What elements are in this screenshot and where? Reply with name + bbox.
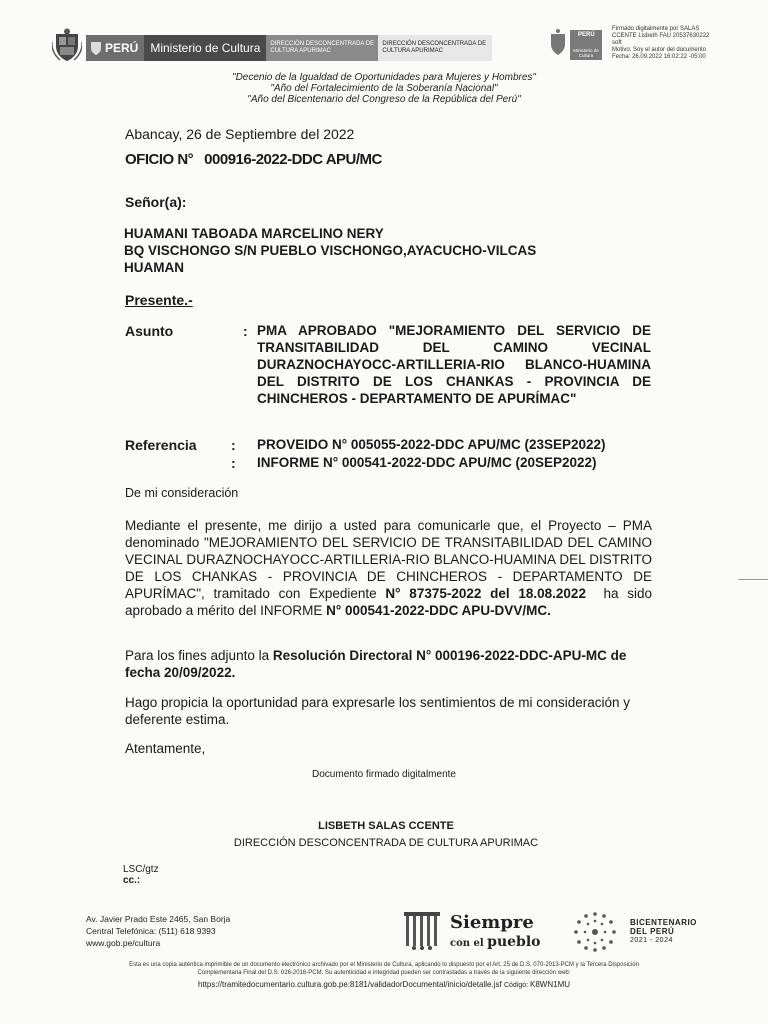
place-date: Abancay, 26 de Septiembre del 2022	[125, 126, 355, 142]
resolucion-number: Resolución Directoral N° 000196-2022-DDC-APU-MC de fecha 20/09/2022.	[125, 648, 627, 680]
referencia-item: INFORME N° 000541-2022-DDC APU/MC (20SEP2022)	[257, 455, 597, 470]
addressee-line: BQ VISCHONGO S/N PUEBLO VISCHONGO,AYACUCHO-VILCAS	[124, 243, 537, 258]
legal-notice	[40, 962, 728, 977]
presente: Presente.-	[125, 292, 193, 308]
consideracion: De mi consideración	[125, 486, 239, 500]
informe-number: N° 000541-2022-DDC APU-DVV/MC.	[326, 603, 551, 618]
expediente-number: N° 87375-2022 del 18.08.2022	[385, 586, 586, 601]
bic-line: DEL PERÚ	[630, 927, 675, 936]
asunto-text: PMA APROBADO "MEJORAMIENTO DEL SERVICIO DE TRANSITABILIDAD DEL CAMINO VECINAL DURAZNOCHAYOCC-ARTILLERIA-RIO BLANCO-HUAMINA DEL DISTRITO DE LOS CHANKAS - PROVINCIA DE CHINCHEROS - DEPARTAMENTO DE APURÍMAC"	[257, 323, 651, 406]
con-el-pueblo: con el pueblo	[450, 934, 541, 950]
para1-text: Mediante el presente, me dirijo a usted para comunicarle que, el Proyecto – PMA denominado "MEJORAMIENTO DEL SERVICIO DE TRANSITABILIDAD DEL CAMINO VECINAL DURAZNOCHAYOCC-ARTILLERIA-RIO BLANCO-HUAMINA DEL DISTRITO DE LOS CHANKAS - PROVINCIA DE CHINCHEROS - DEPARTAMENTO DE APURÍMAC", tramitado con Expediente	[125, 518, 652, 601]
validation-url-line	[0, 980, 768, 989]
referencia-label: Referencia	[125, 437, 197, 453]
motto-line: "Año del Fortalecimiento de la Soberanía Nacional"	[270, 83, 498, 94]
para2-text: Para los fines adjunto la	[125, 648, 273, 663]
sig-line: soft	[612, 40, 622, 46]
addressee-line: HUAMANI TABOADA MARCELINO NERY	[124, 226, 384, 241]
signed-digitally-note: Documento firmado digitalmente	[312, 769, 456, 780]
bic-years: 2021 - 2024	[630, 937, 673, 944]
motto-line: "Decenio de la Igualdad de Oportunidades para Mujeres y Hombres"	[232, 72, 536, 83]
body-paragraph-2	[125, 647, 652, 681]
peru-coat-of-arms-icon	[52, 28, 82, 62]
colon: :	[231, 437, 236, 453]
oficio-number: OFICIO N° 000916-2022-DDC APU/MC	[125, 151, 382, 168]
digital-signature-block	[612, 26, 722, 61]
scan-mark	[738, 579, 768, 580]
year-mottos	[0, 72, 768, 105]
footer-phone: Central Telefónica: (511) 618 9393	[86, 926, 216, 936]
asunto-label: Asunto	[125, 323, 174, 339]
bic-line: BICENTENARIO	[630, 918, 697, 927]
siempre-word: Siempre	[450, 912, 534, 933]
badge-directorate-1: DIRECCIÓN DESCONCENTRADA DE CULTURA APURIMAC	[266, 35, 378, 61]
validation-code: K8WN1MU	[530, 980, 571, 989]
addressee-block	[124, 225, 644, 276]
validation-url[interactable]: https://tramitedocumentario.cultura.gob.pe:8181/validadorDocumental/inicio/detalle.jsf	[197, 980, 502, 989]
legal-line: Complementaria Final del D.S. 026-2016-PCM. Su autenticidad e integridad pueden ser contrastadas a través de la siguiente dirección web:	[197, 969, 571, 976]
initials: LSC/gtz	[123, 864, 159, 875]
cc: cc.:	[123, 875, 141, 886]
sig-line: CCENTE Lisbeth FAU 20537630222	[612, 33, 710, 39]
footer-contact	[86, 913, 230, 949]
referencia-item: PROVEIDO N° 005055-2022-DDC APU/MC (23SEP2022)	[257, 437, 606, 452]
para1-text: ha sido aprobado a mérito del INFORME	[125, 586, 656, 618]
footer-address: Av. Javier Prado Este 2465, San Borja	[86, 914, 231, 924]
colon: :	[243, 323, 248, 339]
initials-block	[123, 864, 159, 886]
sig-line: Motivo: Soy el autor del documento	[612, 47, 707, 53]
badge-ministry: Ministerio de Cultura	[144, 35, 266, 61]
colon: :	[231, 455, 236, 471]
sig-logo-country: PERÚ	[578, 32, 595, 38]
siempre-con-el-pueblo-icon	[402, 910, 442, 952]
bicentenario-emblem-icon	[566, 910, 624, 954]
closing: Atentamente,	[125, 741, 206, 756]
salutation: Señor(a):	[125, 194, 187, 210]
addressee-line: HUAMAN	[124, 260, 184, 275]
body-paragraph-1	[125, 517, 656, 619]
sig-logo-ministry: Ministerio de Cultura	[573, 48, 599, 58]
motto-line: "Año del Bicentenario del Congreso de la República del Perú"	[247, 94, 521, 105]
badge-country: PERÚ	[86, 35, 144, 61]
sig-line: Firmado digitalmente por SALAS	[612, 26, 700, 32]
ministry-badge	[86, 35, 492, 61]
footer-web: www.gob.pe/cultura	[86, 938, 161, 948]
badge-directorate-2: DIRECCIÓN DESCONCENTRADA DE CULTURA APURIMAC	[378, 35, 492, 61]
siempre-con-el-pueblo	[450, 913, 540, 950]
shield-icon	[90, 41, 102, 55]
signer-role: DIRECCIÓN DESCONCENTRADA DE CULTURA APURIMAC	[233, 837, 539, 849]
bicentenario-text	[630, 918, 697, 945]
digital-signature-logo	[548, 28, 604, 62]
code-label: Código:	[503, 982, 531, 989]
signer-name: LISBETH SALAS CCENTE	[318, 820, 454, 832]
legal-line: Esta es una copia auténtica imprimible de un documento electrónico archivado por el Ministerio de Cultura, aplicando lo dispuesto por el Art. 25 de D.S. 070-2013-PCM y la Tercera Disposición	[129, 962, 639, 968]
body-paragraph-3: Hago propicia la oportunidad para expresarle los sentimientos de mi consideración y deferente estima.	[125, 695, 631, 727]
sig-line: Fecha: 26.09.2022 16:02:22 -05:00	[612, 54, 706, 60]
